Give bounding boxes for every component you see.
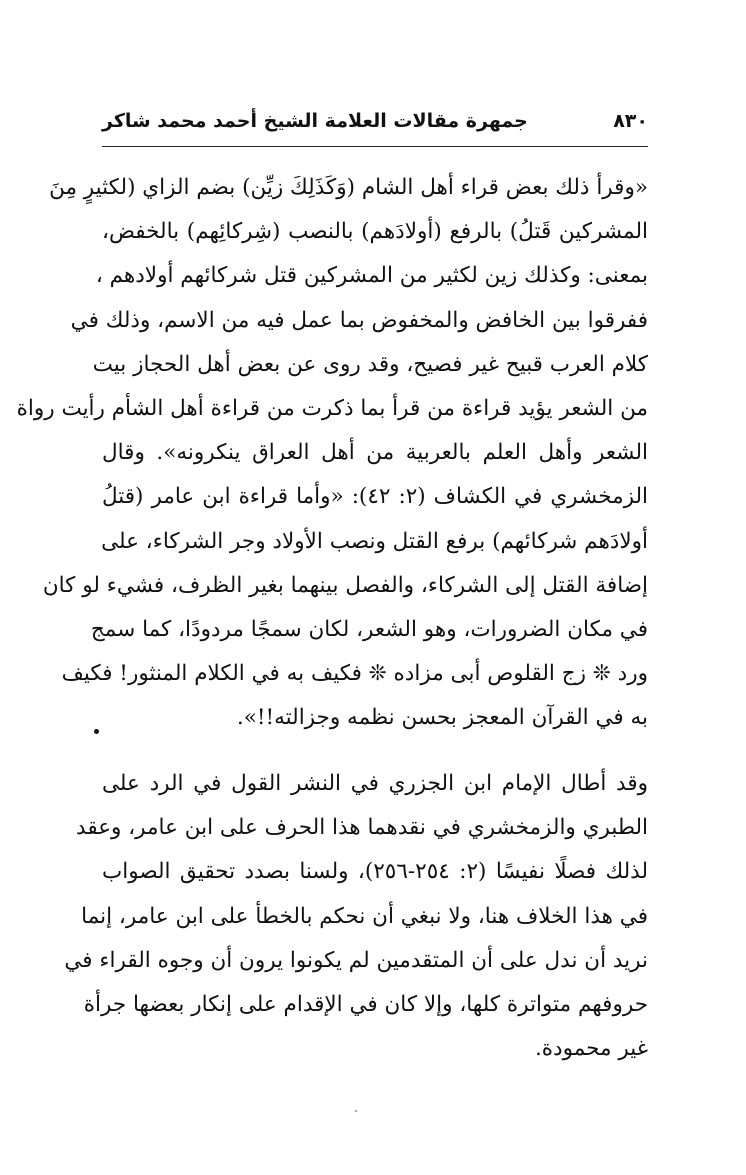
scan-speck: [355, 1110, 357, 1112]
running-title: جمهرة مقالات العلامة الشيخ أحمد محمد شاكر: [102, 110, 528, 132]
text-line: وقد أطال الإمام ابن الجزري في النشر القول في الرد على: [102, 771, 648, 796]
text-line: الزمخشري في الكشاف (٢: ٤٢): «وأما قراءة ابن عامر (قتلُ: [102, 484, 648, 510]
page-header: [102, 103, 648, 139]
margin-marker: [94, 729, 99, 734]
text-line: «وقرأ ذلك بعض قراء أهل الشام (وَكَذَلِكَ زيِّن) بضم الزاي (لكثيرٍ مِنَ: [49, 175, 648, 200]
text-line: نريد أن ندل على أن المتقدمين لم يكونوا يرون أن وجوه القراء في: [64, 947, 648, 973]
text-line: الشعر وأهل العلم بالعربية من أهل العراق ينكرونه». وقال: [102, 440, 648, 466]
text-line: إضافة القتل إلى الشركاء، والفصل بينهما بغير الظرف، فشيء لو كان: [42, 572, 648, 598]
text-line: كلام العرب قبيح غير فصيح، وقد روى عن بعض أهل الحجاز بيت: [92, 351, 648, 377]
text-line: ففرقوا بين الخافض والمخفوض بما عمل فيه من الاسم، وذلك في: [70, 307, 648, 333]
page-number: ٨٣٠: [613, 110, 648, 132]
text-line: الطبري والزمخشري في نقدهما هذا الحرف على ابن عامر، وعقد: [76, 815, 648, 841]
text-line: أولادَهم شركائهم) برفع القتل ونصب الأولاد وجر الشركاء، على: [101, 528, 648, 554]
text-line: المشركين قَتلُ) بالرفع (أولادَهم) بالنصب (شِركائِهم) بالخفض،: [102, 219, 648, 245]
text-line: لذلك فصلًا نفيسًا (٢: ٢٥٤-٢٥٦)، ولسنا بصدد تحقيق الصواب: [102, 859, 648, 885]
text-line: به في القرآن المعجز بحسن نظمه وجزالته!!».: [236, 705, 648, 731]
text-line: غير محمودة.: [534, 1036, 648, 1062]
text-line: ورد ❊ زج القلوص أبى مزاده ❊ فكيف به في الكلام المنثور! فكيف: [61, 661, 648, 687]
text-line: من الشعر يؤيد قراءة من قرأ بما ذكرت من قراءة أهل الشأم رأيت رواة: [16, 395, 648, 421]
text-line: بمعنى: وكذلك زين لكثير من المشركين قتل شركائهم أولادهم ،: [95, 263, 648, 289]
text-line: في هذا الخلاف هنا، ولا نبغي أن نحكم بالخطأ على ابن عامر، إنما: [81, 903, 648, 929]
main-paragraph: [64, 762, 648, 1071]
text-line: في مكان الضرورات، وهو الشعر، لكان سمجًا مردودًا، كما سمج: [90, 616, 648, 642]
quote-paragraph: [16, 166, 648, 740]
text-line: حروفهم متواترة كلها، وإلا كان في الإقدام على إنكار بعضها جرأة: [83, 991, 648, 1017]
header-rule: [102, 146, 648, 147]
